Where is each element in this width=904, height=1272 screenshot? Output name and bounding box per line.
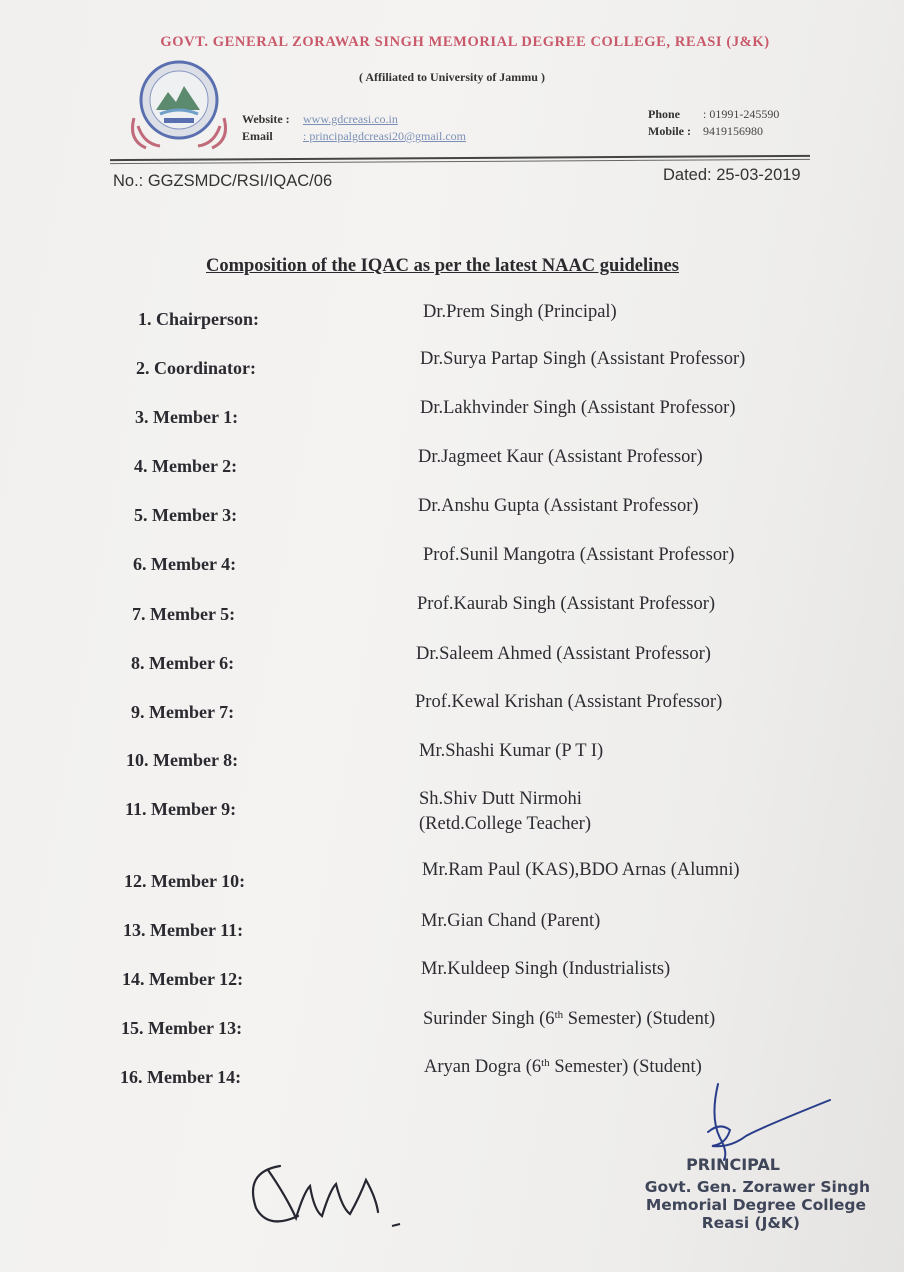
- member-name: Dr.Prem Singh (Principal): [423, 302, 617, 322]
- mobile-row: [648, 123, 779, 140]
- member-role: 8. Member 6:: [131, 653, 235, 673]
- member-name: Dr.Lakhvinder Singh (Assistant Professor): [420, 398, 736, 418]
- member-name: [419, 787, 591, 837]
- member-name: Dr.Jagmeet Kaur (Assistant Professor): [418, 447, 703, 467]
- member-name: Dr.Anshu Gupta (Assistant Professor): [418, 496, 699, 516]
- member-role: 6. Member 4:: [133, 554, 237, 574]
- affiliation-line: ( Affiliated to University of Jammu ): [359, 70, 545, 84]
- ordinal-suffix: th: [541, 1057, 550, 1069]
- mobile-label: Mobile :: [648, 124, 691, 138]
- member-name-line: (Retd.College Teacher): [419, 814, 591, 834]
- contact-block-left: [242, 111, 466, 145]
- phone-label: Phone: [648, 107, 681, 121]
- member-role: 9. Member 7:: [131, 702, 235, 722]
- member-role: 7. Member 5:: [132, 604, 236, 624]
- member-name: Mr.Shashi Kumar (P T I): [419, 741, 604, 761]
- member-role: 13. Member 11:: [123, 920, 244, 940]
- member-name-line: Sh.Shiv Dutt Nirmohi: [419, 789, 582, 809]
- member-name: Mr.Gian Chand (Parent): [421, 911, 601, 931]
- member-name-part: Semester) (Student): [549, 1057, 702, 1077]
- website-row: [242, 111, 466, 128]
- member-role: 12. Member 10:: [124, 871, 246, 891]
- ordinal-suffix: th: [554, 1009, 564, 1021]
- stamp-line: Govt. Gen. Zorawer Singh: [644, 1178, 870, 1196]
- member-name: Prof.Kaurab Singh (Assistant Professor): [417, 594, 716, 614]
- member-role: 3. Member 1:: [135, 407, 239, 427]
- member-role: 1. Chairperson:: [138, 309, 259, 329]
- email-label: Email: [242, 129, 273, 143]
- member-name: Dr.Surya Partap Singh (Assistant Professor): [420, 349, 746, 369]
- member-role: 11. Member 9:: [125, 799, 237, 819]
- stamp-line: Reasi (J&K): [701, 1214, 800, 1232]
- member-role: 5. Member 3:: [134, 505, 238, 525]
- phone-value: : 01991-245590: [703, 107, 780, 121]
- member-role: 10. Member 8:: [126, 750, 239, 770]
- member-name: [423, 1007, 715, 1032]
- member-name: Dr.Saleem Ahmed (Assistant Professor): [416, 644, 711, 664]
- member-role: 14. Member 12:: [122, 969, 244, 989]
- stamp-line: Memorial Degree College: [645, 1196, 866, 1214]
- member-name: Prof.Sunil Mangotra (Assistant Professor): [423, 545, 735, 565]
- official-stamp: [600, 1155, 870, 1232]
- document-date: Dated: 25-03-2019: [663, 166, 801, 184]
- member-name: [424, 1055, 702, 1080]
- member-name: Mr.Ram Paul (KAS),BDO Arnas (Alumni): [422, 860, 740, 880]
- member-role: 2. Coordinator:: [136, 358, 256, 378]
- member-name: Prof.Kewal Krishan (Assistant Professor): [415, 692, 723, 712]
- member-role: 4. Member 2:: [134, 456, 238, 476]
- email-row: [242, 128, 466, 145]
- reference-number: No.: GGZSMDC/RSI/IQAC/06: [113, 172, 333, 190]
- website-label: Website :: [242, 112, 290, 126]
- member-role: 16. Member 14:: [120, 1067, 242, 1087]
- member-name-part: Aryan Dogra (6: [424, 1057, 542, 1077]
- mobile-value: 9419156980: [703, 124, 763, 138]
- college-name: GOVT. GENERAL ZORAWAR SINGH MEMORIAL DEGREE COLLEGE, REASI (J&K): [160, 34, 770, 50]
- document-heading: Composition of the IQAC as per the latest NAAC guidelines: [206, 256, 679, 276]
- email-link[interactable]: : principalgdcreasi20@gmail.com: [303, 129, 467, 143]
- contact-block-right: [648, 106, 779, 140]
- member-name-part: Semester) (Student): [563, 1009, 716, 1029]
- member-role: 15. Member 13:: [121, 1018, 243, 1038]
- handwritten-signature: [238, 1150, 418, 1240]
- college-logo-icon: [124, 56, 234, 154]
- stamp-title: PRINCIPAL: [686, 1155, 780, 1174]
- member-name-part: Surinder Singh (6: [423, 1009, 555, 1029]
- website-link[interactable]: www.gdcreasi.co.in: [303, 112, 398, 126]
- phone-row: [648, 106, 779, 123]
- member-name: Mr.Kuldeep Singh (Industrialists): [421, 959, 671, 979]
